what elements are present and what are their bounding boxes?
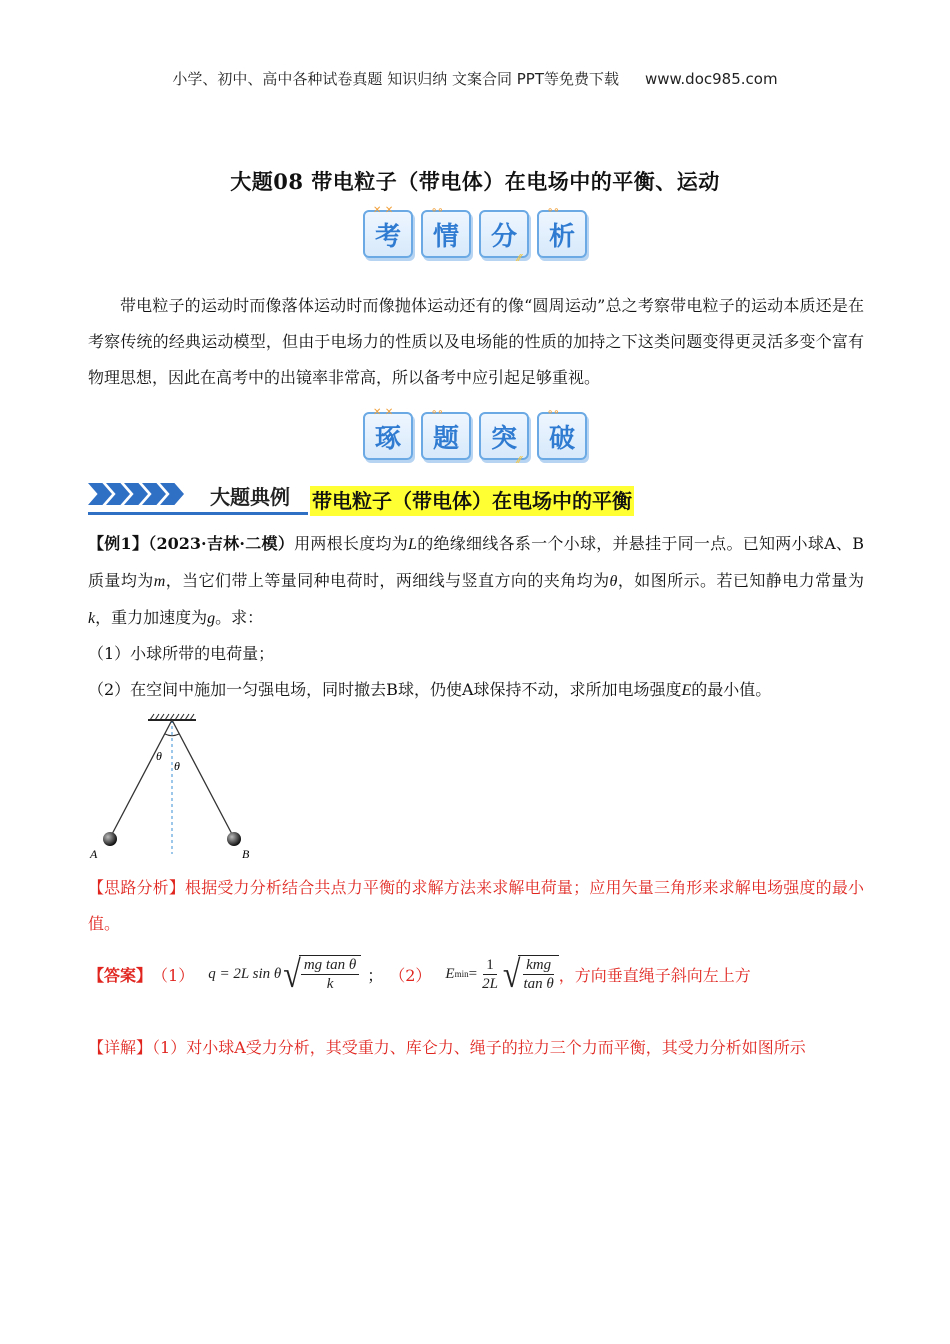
- sparkle-deco-icon: ⁄⁄: [517, 455, 521, 466]
- answer-tag: 【答案】: [88, 965, 153, 985]
- sparkle-deco-icon: ⁄⁄: [517, 253, 521, 264]
- header-text: 小学、初中、高中各种试卷真题 知识归纳 文案合同 PPT等免费下载: [172, 70, 619, 88]
- analysis-tag: 【思路分析】: [88, 878, 186, 897]
- badge-group-zhuoti: [0, 407, 950, 466]
- example-problem: 【例1】（2023·吉林·二模）用两根长度均为L的绝缘细线各系一个小球，并悬挂于同一点。已知两小球A、B质量均为m，当它们带上等量同种电荷时，两细线与竖直方向的夹角均为θ，如图所示。若已知静电力常量为k，重力加速度为g。求：: [88, 534, 864, 627]
- field-formula: E min = $\frac{1}{2L}$ √ $\frac{\text{kmg}}{\text{tan θ}}$: [445, 955, 558, 993]
- page-title: 大题08 带电粒子（带电体）在电场中的平衡、运动: [230, 169, 720, 194]
- detail-paragraph: [88, 1030, 864, 1066]
- star-deco-icon: ✕ ✕: [373, 407, 394, 418]
- answer-part2-label: （2）: [389, 965, 432, 985]
- answer-separator: ；: [367, 965, 384, 985]
- page-header: [0, 68, 950, 89]
- badge-char: ∘∘ 破: [537, 412, 587, 460]
- dots-deco-icon: ∘∘: [431, 205, 444, 216]
- badge-char: ∘∘ 析: [537, 210, 587, 258]
- example-source: （2023·吉林·二模）: [148, 534, 295, 553]
- badge-char: ✕ ✕ 琢: [363, 412, 413, 460]
- star-deco-icon: ✕ ✕: [373, 205, 394, 216]
- header-site: www.doc985.com: [644, 70, 778, 88]
- dots-deco-icon: ∘∘: [431, 407, 444, 418]
- badge-char: 分 ⁄⁄: [479, 210, 529, 258]
- string-a: [110, 720, 172, 838]
- label-a: A: [90, 847, 98, 861]
- charge-formula: q = 2L sin θ √ $\frac{\text{mg tan θ}}{k}$: [208, 955, 361, 993]
- dots-deco-icon: ∘∘: [547, 205, 560, 216]
- answer-part1-label: （1）: [152, 965, 195, 985]
- question-2: （2）在空间中施加一匀强电场，同时撤去B球，仍使A球保持不动，求所加电场强度E的最小值。: [88, 680, 772, 699]
- string-b: [172, 720, 234, 838]
- detail-text: （1）对小球A受力分析，其受重力、库仑力、绳子的拉力三个力而平衡，其受力分析如图所示: [152, 1038, 806, 1057]
- badge-group-kaoqing: [0, 205, 950, 264]
- pendulum-figure: [88, 712, 268, 862]
- analysis-text: 根据受力分析结合共点力平衡的求解方法来求解电荷量；应用矢量三角形来求解电场强度的最小值。: [88, 878, 864, 933]
- detail-tag: 【详解】: [88, 1038, 153, 1057]
- example-tag: 【例1】: [88, 534, 149, 553]
- badge-char: ∘∘ 情: [421, 210, 471, 258]
- badge-char: ✕ ✕ 考: [363, 210, 413, 258]
- ball-a: [103, 832, 117, 846]
- answer-direction: ，方向垂直绳子斜向左上方: [558, 965, 751, 985]
- theta-right-label: θ: [174, 759, 180, 773]
- analysis-paragraph: [88, 870, 864, 942]
- question-1: （1）小球所带的电荷量；: [88, 644, 275, 663]
- section-title: 带电粒子（带电体）在电场中的平衡: [310, 486, 634, 516]
- dots-deco-icon: ∘∘: [547, 407, 560, 418]
- ball-b: [227, 832, 241, 846]
- intro-paragraph: 带电粒子的运动时而像落体运动时而像抛体运动还有的像“圆周运动”总之考察带电粒子的运动本质还是在考察传统的经典运动模型，但由于电场力的性质以及电场能的性质的加持之下这类问题变得更灵活多变个富有物理思想，因此在高考中的出镜率非常高，所以备考中应引起足够重视。: [88, 296, 864, 387]
- answer-row: [88, 946, 751, 1002]
- badge-char: 突 ⁄⁄: [479, 412, 529, 460]
- theta-left-label: θ: [156, 749, 162, 763]
- badge-char: ∘∘ 题: [421, 412, 471, 460]
- section-header: [88, 478, 864, 518]
- label-b: B: [242, 847, 250, 861]
- section-label: 大题典例: [196, 478, 304, 515]
- chevron-arrows-icon: [88, 483, 178, 505]
